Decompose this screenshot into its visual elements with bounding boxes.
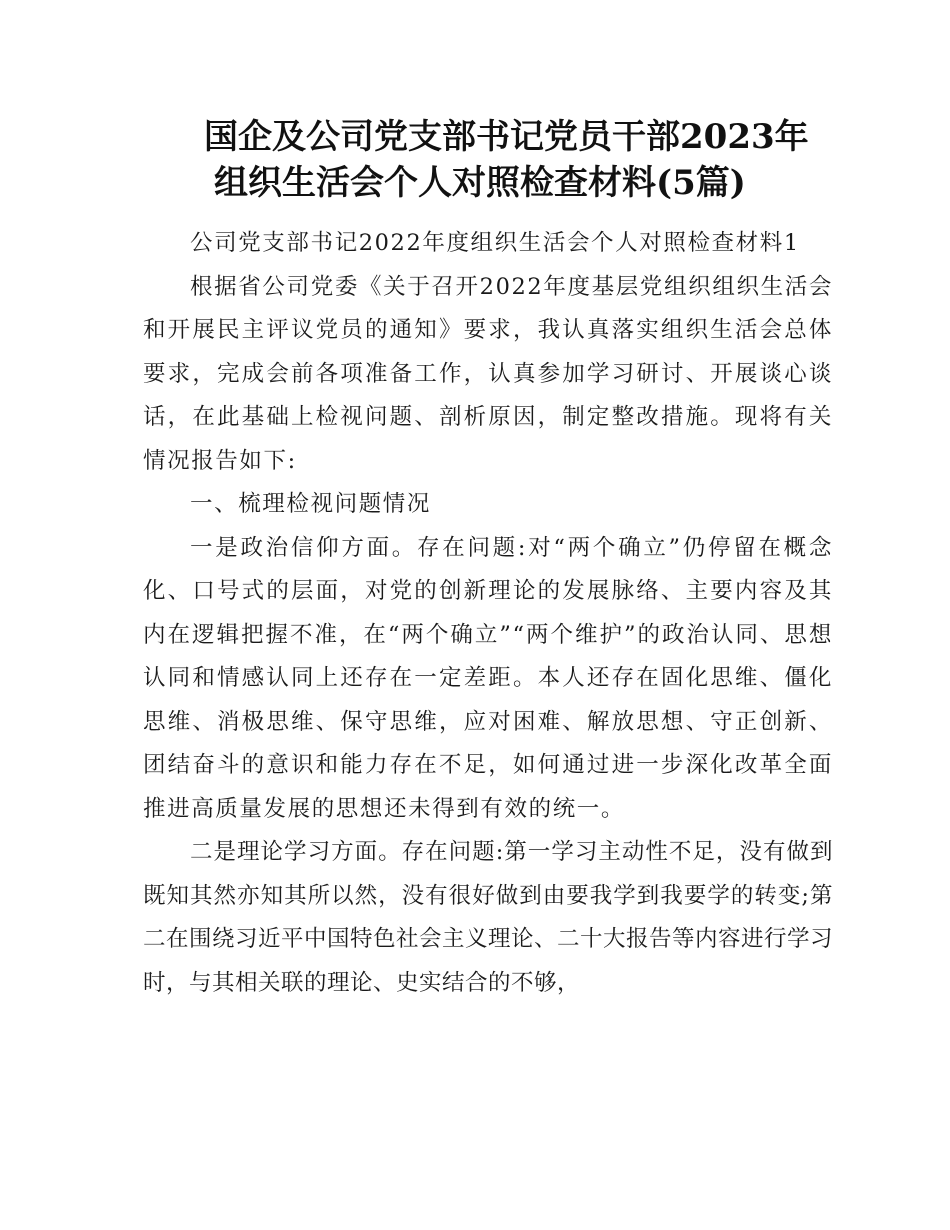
document-subtitle: 公司党支部书记2022年度组织生活会个人对照检查材料1 xyxy=(190,230,800,256)
document-title-line1: 国企及公司党支部书记党员干部2023年 xyxy=(204,117,809,157)
paragraph-political-belief: 一是政治信仰方面。存在问题:对“两个确立”仍停留在概念化、口号式的层面，对党的创新理论的发展脉络、主要内容及其内在逻辑把握不准，在“两个确立”“两个维护”的政治认同、思想认同和情感认同上还存在一定差距。本人还存在固化思维、僵化思维、消极思维、保守思维，应对困难、解放思想、守正创新、团结奋斗的意识和能力存在不足，如何通过进一步深化改革全面推进高质量发展的思想还未得到有效的统一。 xyxy=(143,534,833,822)
paragraph-intro: 根据省公司党委《关于召开2022年度基层党组织组织生活会和开展民主评议党员的通知》要求，我认真落实组织生活会总体要求，完成会前各项准备工作，认真参加学习研讨、开展谈心谈话，在此基础上检视问题、剖析原因，制定整改措施。现将有关情况报告如下: xyxy=(143,273,833,474)
document-title-line2: 组织生活会个人对照检查材料(5篇) xyxy=(214,163,746,203)
document-body xyxy=(143,222,833,1005)
section-heading: 一、梳理检视问题情况 xyxy=(190,491,432,517)
paragraph-theory-study: 二是理论学习方面。存在问题:第一学习主动性不足，没有做到既知其然亦知其所以然，没有很好做到由要我学到我要学的转变;第二在围绕习近平中国特色社会主义理论、二十大报告等内容进行学习时，与其相关联的理论、史实结合的不够， xyxy=(143,839,834,996)
